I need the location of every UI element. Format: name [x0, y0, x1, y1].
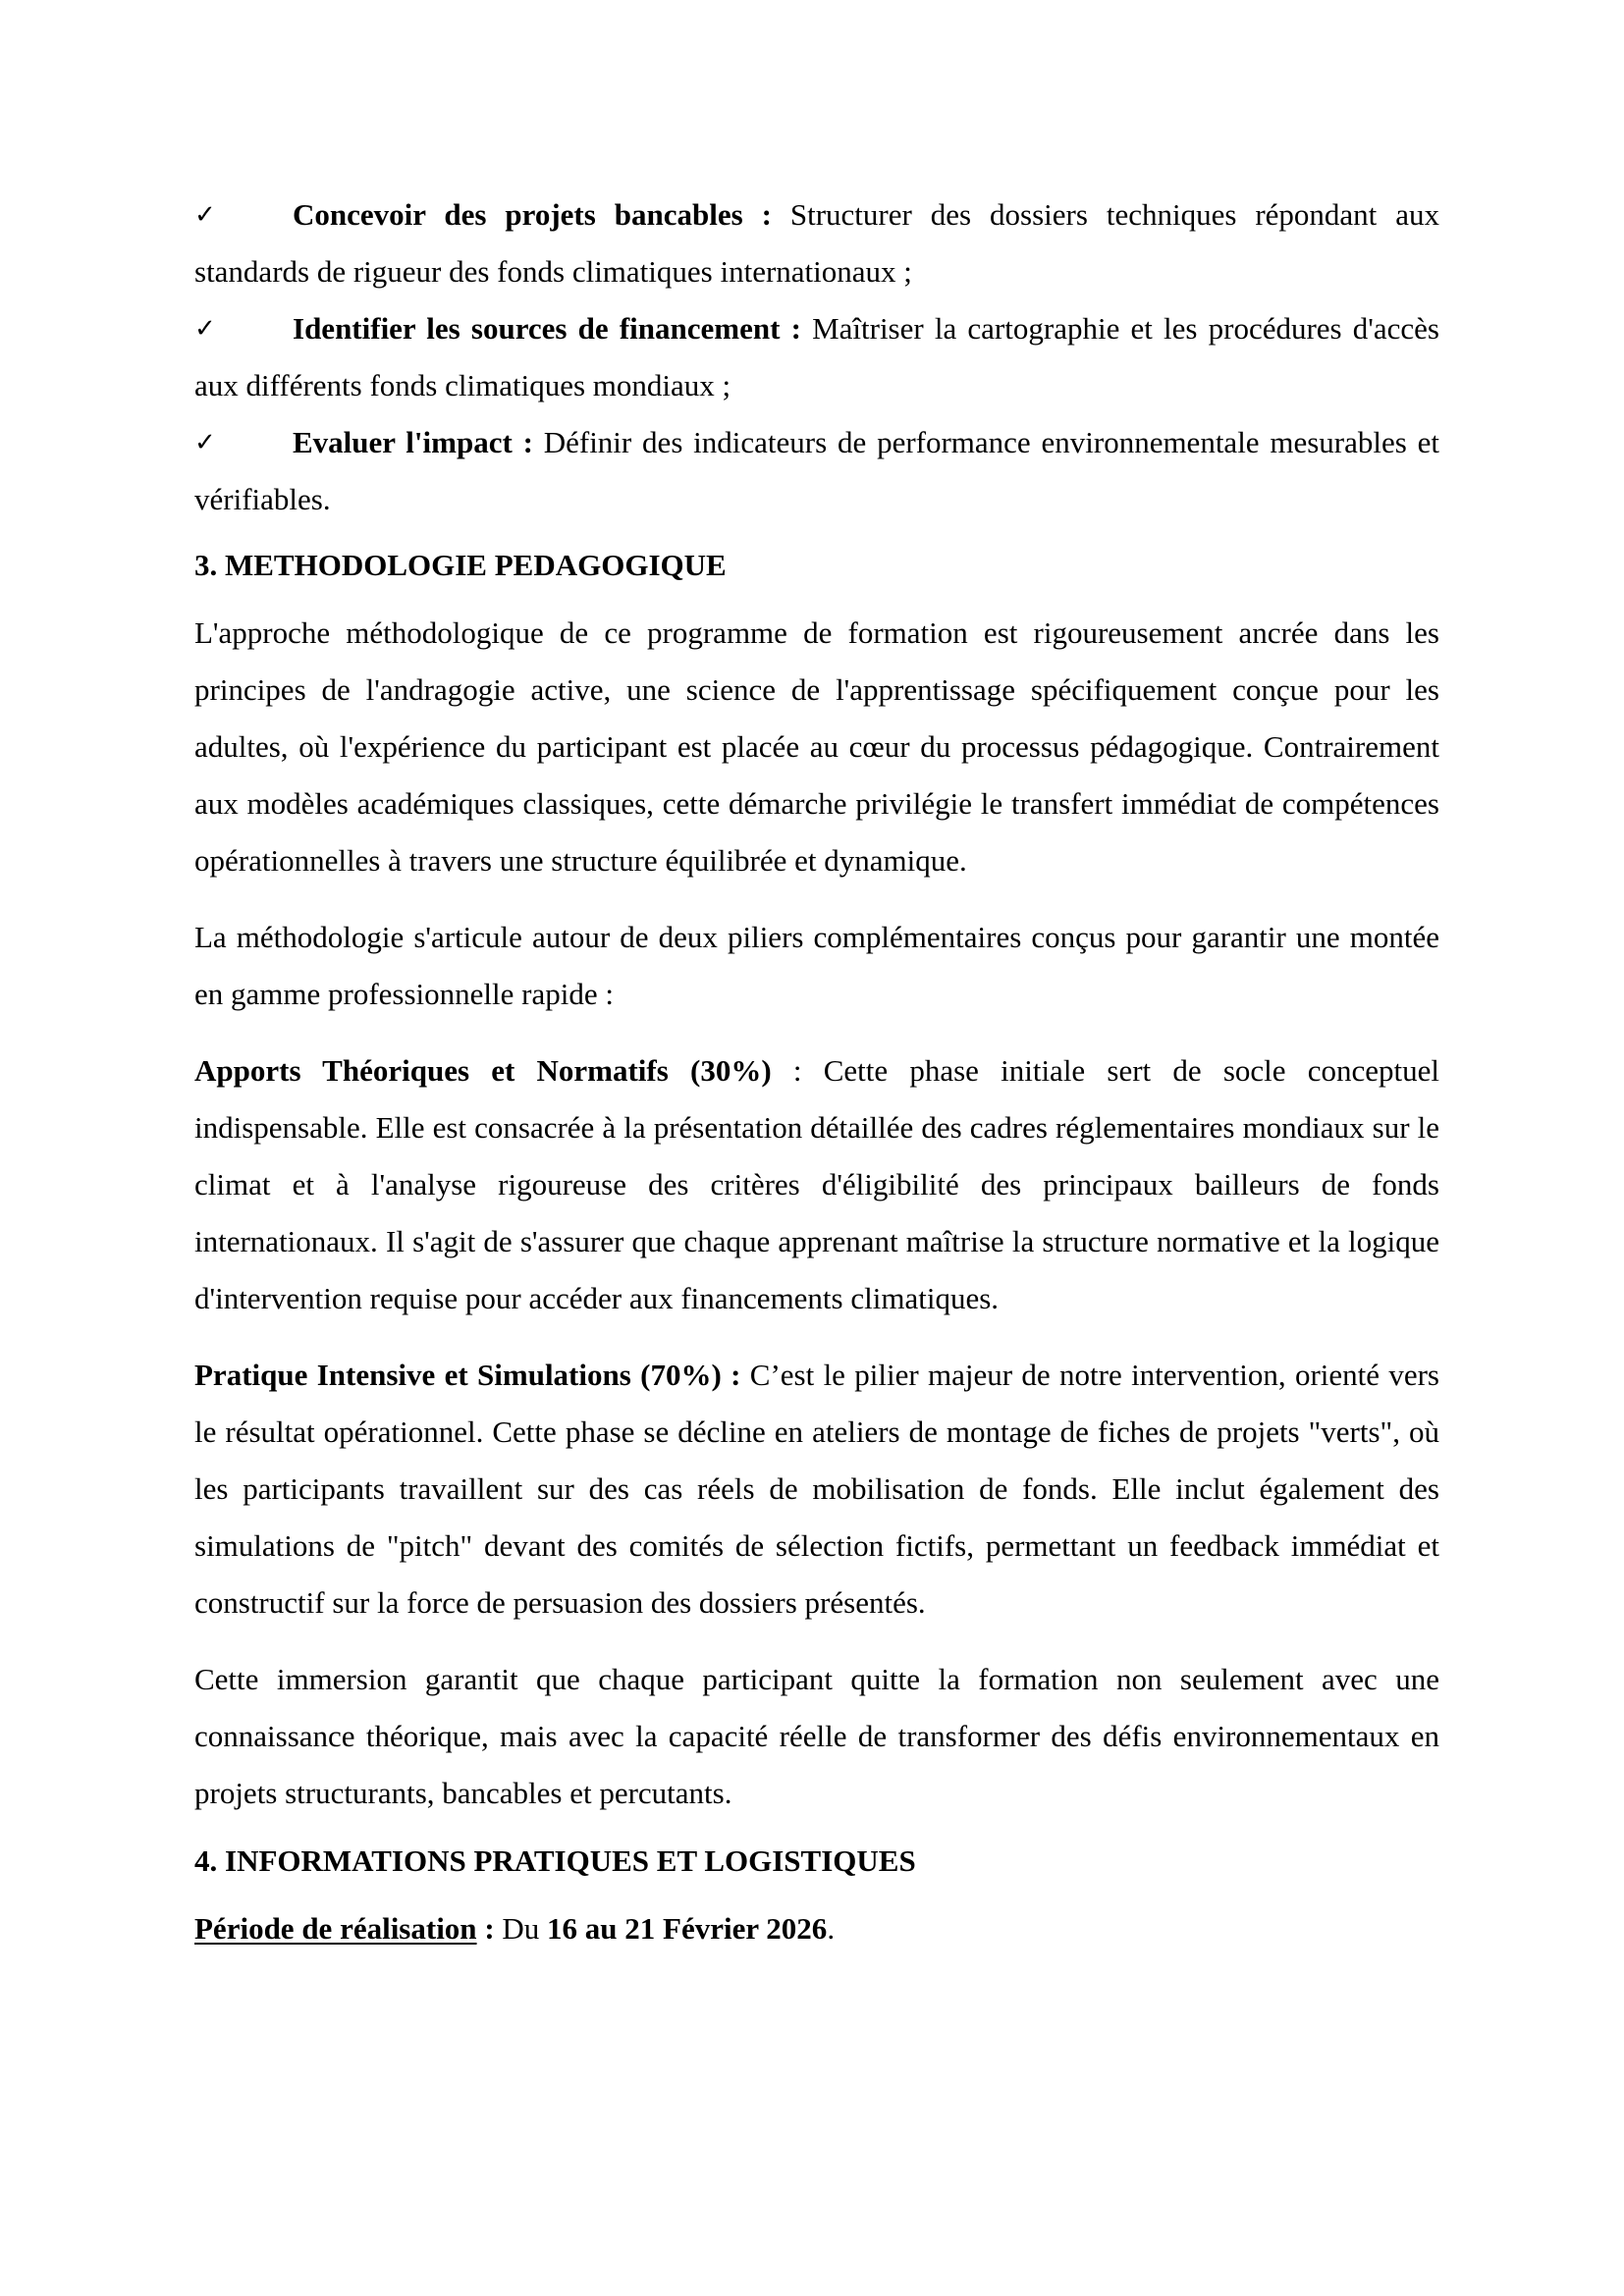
objective-text: Structurer des dossiers techniques répondant aux standards de rigueur des fonds climatiques internationaux ; [194, 197, 1439, 289]
methodology-intro-paragraph: L'approche méthodologique de ce programme de formation est rigoureusement ancrée dans les principes de l'andragogie active, une science de l'apprentissage spécifiquement conçue pour les adultes, où l'expérience du participant est placée au cœur du processus pédagogique. Contrairement aux modèles académiques classiques, cette démarche privilégie le transfert immédiat de compétences opérationnelles à travers une structure équilibrée et dynamique. [194, 615, 1439, 878]
check-mark-icon: ✓ [194, 200, 216, 230]
pillar-theory-separator: : [771, 1053, 824, 1088]
pillars-intro-paragraph: La méthodologie s'articule autour de deux piliers complémentaires conçus pour garantir une montée en gamme professionnelle rapide : [194, 920, 1439, 1011]
period-suffix: . [827, 1911, 836, 1946]
methodology-conclusion-paragraph: Cette immersion garantit que chaque participant quitte la formation non seulement avec une connaissance théorique, mais avec la capacité réelle de transformer des défis environnementaux en projets structurants, bancables et percutants. [194, 1662, 1439, 1810]
period-label: Période de réalisation [194, 1911, 477, 1946]
objective-text: Définir des indicateurs de performance environnementale mesurables et vérifiables. [194, 425, 1440, 516]
pillar-theory-text: Cette phase initiale sert de socle conceptuel indispensable. Elle est consacrée à la présentation détaillée des cadres réglementaires mondiaux sur le climat et à l'analyse rigoureuse des critères d'éligibilité des principaux bailleurs de fonds internationaux. Il s'agit de s'assurer que chaque apprenant maîtrise la structure normative et la logique d'intervention requise pour accéder aux financements climatiques. [194, 1053, 1439, 1315]
check-mark-icon: ✓ [194, 314, 216, 344]
period-dates: 16 au 21 Février 2026 [547, 1911, 828, 1946]
check-mark-icon: ✓ [194, 428, 216, 457]
section-heading-practical-info: 4. INFORMATIONS PRATIQUES ET LOGISTIQUES [194, 1843, 916, 1878]
pillar-theory-paragraph [194, 1042, 1439, 1327]
period-prefix: Du [502, 1911, 548, 1946]
objective-item [194, 414, 1439, 528]
document-page [194, 187, 1439, 1957]
objective-item [194, 300, 1439, 414]
objective-title: Evaluer l'impact : [293, 425, 533, 459]
objective-title: Identifier les sources de financement : [293, 311, 801, 346]
objective-item [194, 187, 1439, 300]
period-separator: : [476, 1911, 503, 1946]
pillar-theory-title: Apports Théoriques et Normatifs (30%) [194, 1053, 772, 1088]
pillar-practice-title: Pratique Intensive et Simulations (70%) : [194, 1358, 741, 1392]
period-line [194, 1900, 1439, 1957]
pillar-practice-text: C’est le pilier majeur de notre intervention, orienté vers le résultat opérationnel. Cette phase se décline en ateliers de montage de fiches de projets "verts", où les participants travaillent sur des cas réels de mobilisation de fonds. Elle inclut également des simulations de "pitch" devant des comités de sélection fictifs, permettant un feedback immédiat et constructif sur la force de persuasion des dossiers présentés. [194, 1358, 1439, 1620]
pillar-practice-paragraph [194, 1347, 1439, 1631]
objective-title: Concevoir des projets bancables : [293, 197, 772, 232]
objectives-list [194, 187, 1439, 528]
objective-text: Maîtriser la cartographie et les procédures d'accès aux différents fonds climatiques mondiaux ; [194, 311, 1439, 402]
section-heading-methodology: 3. METHODOLOGIE PEDAGOGIQUE [194, 548, 727, 582]
